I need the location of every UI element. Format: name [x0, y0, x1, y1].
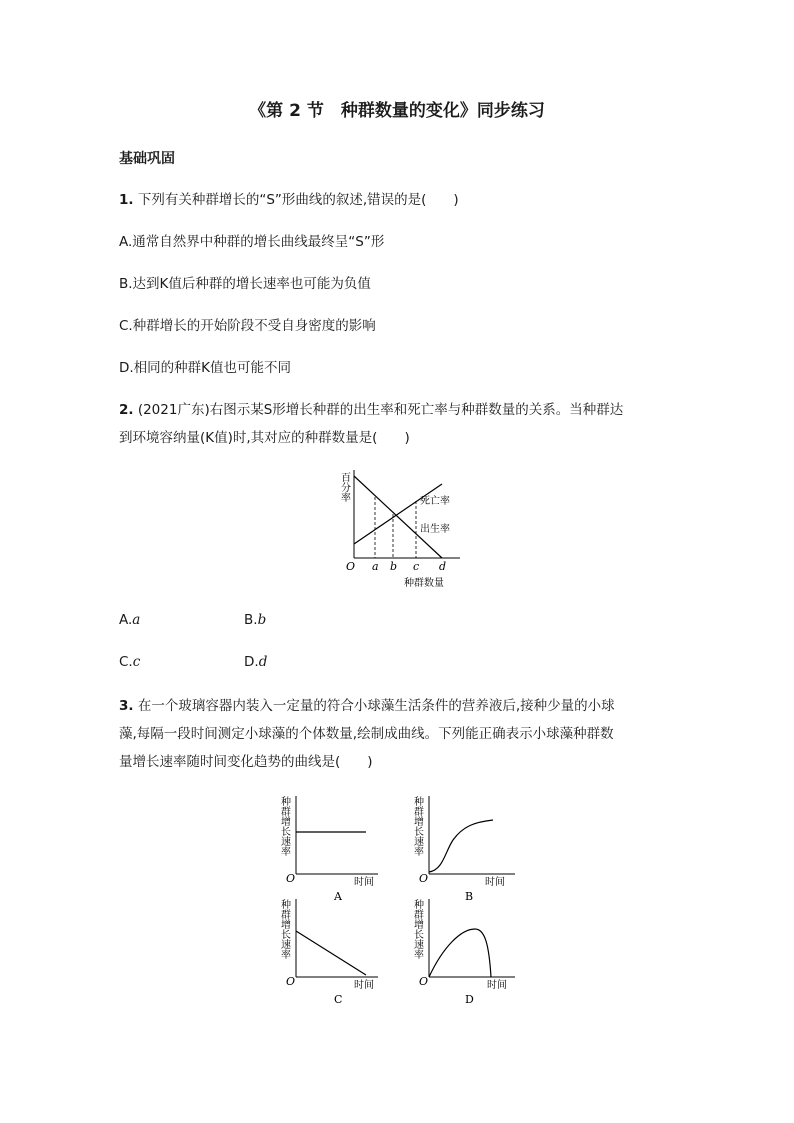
page-title: 《第 2 节 种群数量的变化》同步练习: [249, 101, 545, 121]
question-2-option-a: A.a: [119, 612, 141, 628]
question-2-text-line1: (2021广东)右图示某S形增长种群的出生率和死亡率与种群数量的关系。当种群达: [133, 402, 624, 418]
question-1-text: 下列有关种群增长的“S”形曲线的叙述,错误的是( ): [133, 192, 459, 208]
x-axis-label: 种群数量: [404, 578, 444, 589]
graph-c-curve: [296, 931, 366, 975]
graph-b-origin: O: [419, 872, 429, 885]
graph-c-origin: O: [286, 975, 296, 988]
question-1-option-c: C.种群增长的开始阶段不受自身密度的影响: [119, 318, 376, 334]
birth-rate-label: 出生率: [420, 524, 450, 535]
graph-a-x-label: 时间: [354, 877, 374, 888]
graph-c-label: C: [334, 993, 343, 1006]
y-axis-label: 百分率: [338, 472, 350, 502]
death-rate-line: [354, 484, 442, 544]
question-1-stem: [119, 188, 459, 208]
graph-a: [270, 792, 380, 904]
tick-b-label: b: [390, 560, 398, 573]
question-2-number: 2.: [119, 402, 134, 418]
graph-b-label: B: [465, 890, 474, 903]
graph-b: [403, 792, 518, 904]
graph-c-x-label: 时间: [354, 980, 374, 991]
birth-death-rate-figure: [330, 462, 470, 592]
question-3-number: 3.: [119, 698, 134, 714]
tick-a-label: a: [372, 560, 379, 573]
tick-c-label: c: [413, 560, 420, 573]
question-3-text-line1: 在一个玻璃容器内装入一定量的符合小球藻生活条件的营养液后,接种少量的小球: [133, 698, 615, 714]
graph-b-x-label: 时间: [485, 877, 505, 888]
question-1-number: 1.: [119, 192, 134, 208]
question-2-stem-line2: 到环境容纳量(K值)时,其对应的种群数量是( ): [119, 430, 410, 446]
graph-c: [270, 895, 380, 1007]
graph-a-y-label: 种群增长速率: [278, 796, 290, 856]
graph-d: [403, 895, 518, 1007]
graph-d-curve: [429, 929, 491, 977]
section-heading: 基础巩固: [119, 151, 175, 167]
question-2-option-c: C.c: [119, 654, 141, 670]
question-1-option-d: D.相同的种群K值也可能不同: [119, 360, 292, 376]
tick-d-label: d: [439, 560, 447, 573]
question-1-option-b: B.达到K值后种群的增长速率也可能为负值: [119, 276, 371, 292]
question-1-option-a: A.通常自然界中种群的增长曲线最终呈“S”形: [119, 234, 385, 250]
graph-d-label: D: [465, 993, 474, 1006]
graph-d-x-label: 时间: [487, 980, 507, 991]
graph-a-origin: O: [286, 872, 296, 885]
question-3-stem-line2: 藻,每隔一段时间测定小球藻的个体数量,绘制成曲线。下列能正确表示小球藻种群数: [119, 726, 614, 742]
origin-label: O: [346, 560, 356, 573]
question-3-stem-line3: 量增长速率随时间变化趋势的曲线是( ): [119, 754, 373, 770]
question-2-option-d: D.d: [244, 654, 268, 670]
graph-d-y-label: 种群增长速率: [411, 899, 423, 959]
question-2-stem-line1: [119, 398, 623, 418]
graph-b-curve: [429, 820, 493, 872]
question-3-stem-line1: [119, 694, 615, 714]
graph-a-label: A: [334, 890, 342, 903]
birth-rate-line: [354, 476, 442, 558]
death-rate-label: 死亡率: [420, 496, 450, 507]
graph-d-origin: O: [419, 975, 429, 988]
question-2-option-b: B.b: [244, 612, 267, 628]
graph-c-y-label: 种群增长速率: [278, 899, 290, 959]
graph-b-y-label: 种群增长速率: [411, 796, 423, 856]
